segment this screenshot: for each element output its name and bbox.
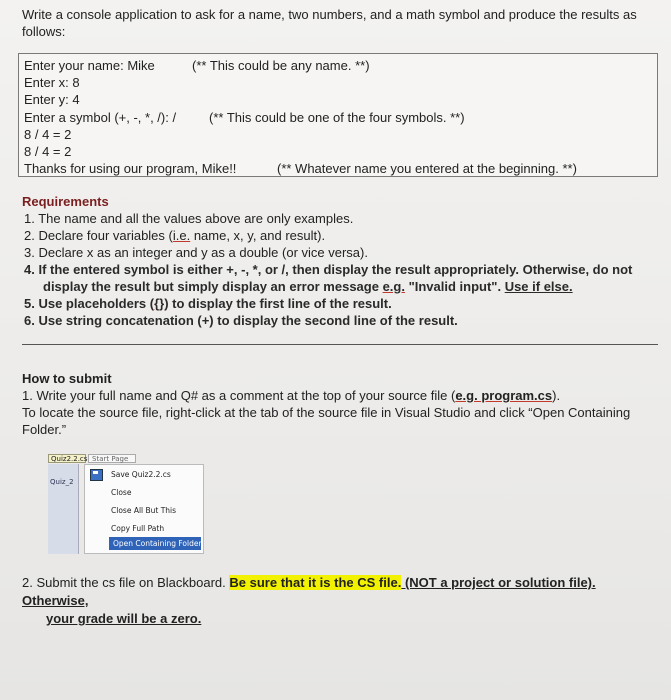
- item-text: The name and all the values above are only examples.: [38, 211, 354, 226]
- item-number: 5.: [24, 296, 35, 311]
- console-line-symbol: Enter a symbol (+, -, *, /): /: [24, 109, 177, 125]
- console-line-thanks: Thanks for using our program, Mike!!: [24, 161, 237, 177]
- save-icon: [90, 469, 103, 481]
- item-text: Declare four variables (: [38, 228, 173, 243]
- editor-tab-bar: [48, 454, 204, 464]
- menu-item-save[interactable]: Save Quiz2.2.cs: [111, 470, 171, 479]
- ie-abbrev: i.e.: [172, 228, 191, 243]
- requirement-item: [22, 295, 662, 312]
- step-text: ).: [552, 388, 561, 403]
- intro-line-1: Write a console application to ask for a name, two numbers, and a math symbol and produce the results as: [22, 7, 637, 22]
- console-line: [24, 57, 657, 74]
- console-note-name: (** This could be any name. **): [192, 58, 370, 73]
- console-line: [24, 74, 657, 91]
- item-number: 6.: [24, 313, 35, 328]
- intro-text: [22, 6, 652, 40]
- requirement-item: [22, 210, 662, 227]
- requirement-item: [22, 261, 662, 295]
- use-if-else: Use if else.: [504, 279, 573, 294]
- item-text: display the result but simply display an error message: [43, 279, 383, 294]
- menu-item-close-all-but-this[interactable]: Close All But This: [111, 506, 177, 515]
- submit-section: [22, 370, 662, 438]
- item-text: ) to display the first line of the result.: [164, 296, 392, 311]
- cs-file-warning: Be sure that it is the CS file.: [229, 575, 402, 590]
- tab-start-page[interactable]: Start Page: [88, 454, 136, 463]
- console-line: [24, 91, 657, 108]
- submit-step-1: [22, 387, 662, 404]
- console-note-thanks: (** Whatever name you entered at the beginning. **): [277, 161, 577, 177]
- item-number: 3.: [24, 245, 35, 260]
- requirement-item: [22, 227, 662, 244]
- item-number: 1.: [24, 211, 35, 226]
- requirements-section: [22, 193, 662, 329]
- example-filename: e.g. program.cs: [455, 388, 553, 403]
- menu-item-close[interactable]: Close: [111, 488, 132, 497]
- console-note-symbol: (** This could be one of the four symbols. **): [209, 109, 465, 125]
- item-number: 2.: [24, 228, 35, 243]
- submit-step-2: [22, 574, 662, 628]
- submit-heading: How to submit: [22, 371, 112, 386]
- tab-quiz-file[interactable]: Quiz2.2.cs: [48, 454, 86, 463]
- requirements-title: Requirements: [22, 194, 109, 209]
- console-line: [24, 143, 657, 160]
- requirement-item: [22, 244, 662, 261]
- menu-item-open-containing-folder[interactable]: [109, 537, 201, 550]
- intro-line-2: follows:: [22, 24, 66, 39]
- menu-item-copy-full-path[interactable]: Copy Full Path: [111, 524, 165, 533]
- tab-context-menu: [84, 464, 204, 554]
- console-line-name: Enter your name: Mike: [24, 58, 155, 73]
- placeholder-braces: {}: [154, 296, 165, 311]
- console-line-result-1: 8 / 4 = 2: [24, 126, 72, 142]
- context-menu-screenshot: [48, 454, 204, 554]
- step-text: (NOT a project or solution file). Otherwise,: [22, 575, 596, 608]
- eg-abbrev: e.g.: [382, 279, 405, 294]
- zero-grade-warning: your grade will be a zero.: [46, 611, 202, 626]
- item-text: Declare x as an integer and y as a double (or vice versa).: [38, 245, 368, 260]
- locate-line-2: Folder.”: [22, 422, 67, 437]
- side-item[interactable]: Quiz_2: [50, 478, 74, 486]
- locate-line-1: To locate the source file, right-click at the tab of the source file in Visual Studio and click “Open Containing: [22, 405, 631, 420]
- requirement-item: [22, 312, 662, 329]
- console-line-y: Enter y: 4: [24, 92, 80, 108]
- side-pane: [48, 464, 79, 554]
- step-text: 2. Submit the cs file on Blackboard.: [22, 575, 230, 590]
- item-text: Use string concatenation (+) to display the second line of the result.: [38, 313, 458, 328]
- console-line-x: Enter x: 8: [24, 75, 80, 91]
- section-divider: [22, 344, 658, 345]
- item-text: If the entered symbol is either +, -, *, or /, then display the result appropriately. Otherwise, do not: [38, 262, 633, 277]
- item-text: name, x, y, and result).: [190, 228, 326, 243]
- item-number: 4.: [24, 262, 35, 277]
- item-text: Use placeholders (: [38, 296, 155, 311]
- console-line: [24, 160, 657, 177]
- console-output-box: [18, 53, 658, 177]
- console-line: [24, 126, 657, 143]
- item-text: "Invalid input".: [404, 279, 505, 294]
- console-line-result-2: 8 / 4 = 2: [24, 143, 72, 159]
- menu-item-label: Open Containing Folder: [113, 539, 202, 548]
- console-line: [24, 109, 657, 126]
- step-text: 1. Write your full name and Q# as a comment at the top of your source file (: [22, 388, 456, 403]
